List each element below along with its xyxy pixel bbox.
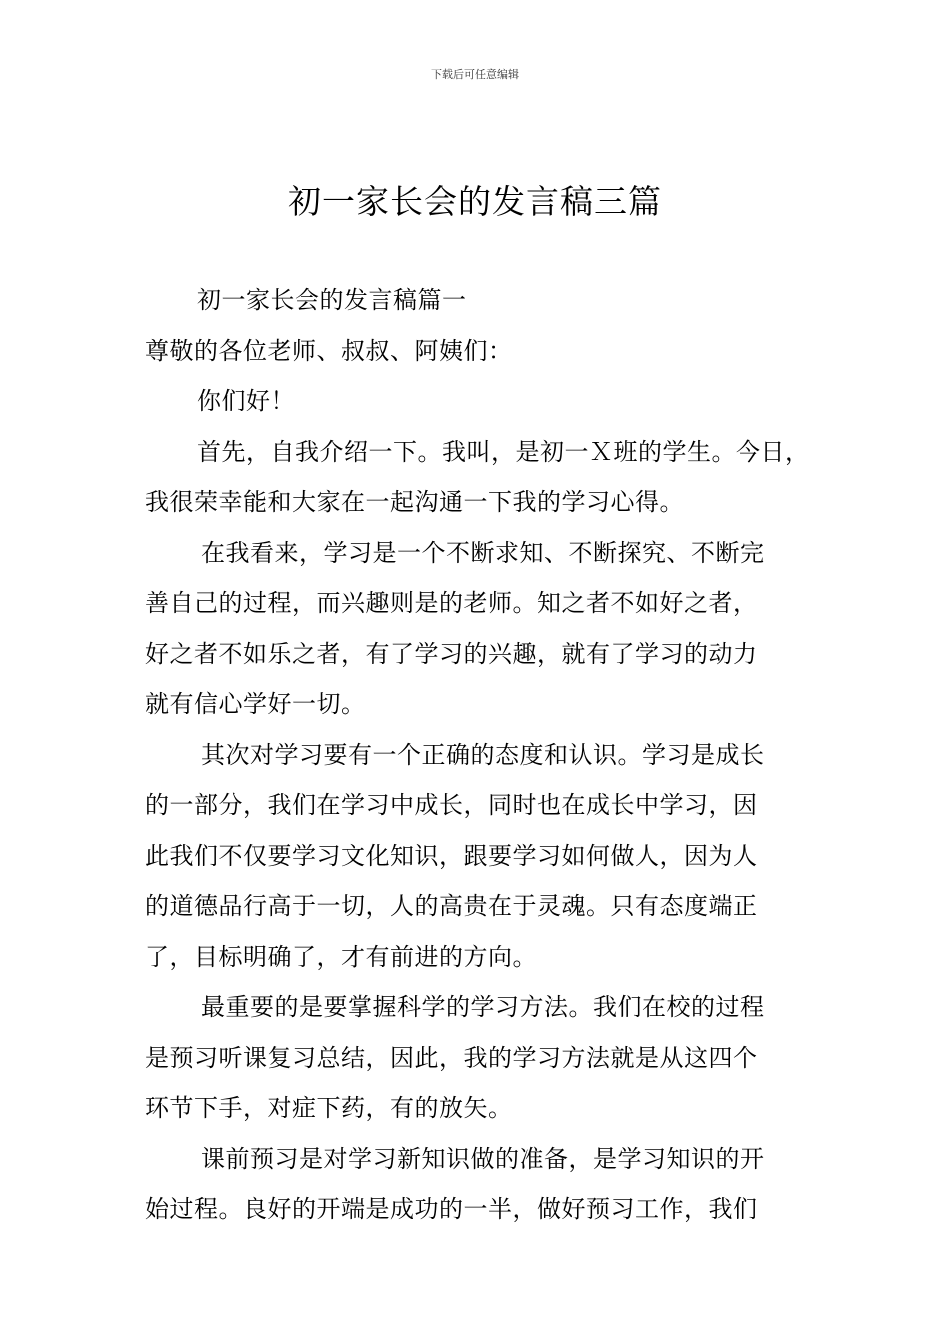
document-title: 初一家长会的发言稿三篇 (288, 182, 662, 221)
document-body (145, 280, 810, 1240)
paragraph-line: 是预习听课复习总结，因此，我的学习方法就是从这四个 (145, 1043, 758, 1072)
paragraph-line: 了，目标明确了，才有前进的方向。 (145, 942, 537, 971)
paragraph-line: 环节下手，对症下药，有的放矢。 (145, 1094, 513, 1122)
paragraph-line: 首先，自我介绍一下。我叫，是初一Ｘ班的学生。今日， (197, 437, 810, 466)
paragraph-line: 最重要的是要掌握科学的学习方法。我们在校的过程 (201, 993, 765, 1021)
section-heading: 初一家长会的发言稿篇一 (197, 286, 467, 314)
paragraph-line: 我很荣幸能和大家在一起沟通一下我的学习心得。 (145, 488, 684, 516)
paragraph-line: 在我看来，学习是一个不断求知、不断探究、不断完 (201, 538, 765, 567)
paragraph-line: 的一部分，我们在学习中成长，同时也在成长中学习，因 (145, 791, 758, 819)
paragraph-line: 的道德品行高于一切，人的高贵在于灵魂。只有态度端正 (145, 892, 758, 920)
paragraph-line: 此我们不仅要学习文化知识，跟要学习如何做人，因为人 (145, 841, 758, 870)
paragraph-line: 课前预习是对学习新知识做的准备，是学习知识的开 (201, 1144, 765, 1173)
paragraph-line: 好之者不如乐之者，有了学习的兴趣，就有了学习的动力 (145, 639, 758, 668)
header-note: 下载后可任意编辑 (431, 68, 519, 81)
paragraph-line: 其次对学习要有一个正确的态度和认识。学习是成长 (201, 740, 765, 769)
salutation: 尊敬的各位老师、叔叔、阿姨们： (145, 336, 513, 365)
paragraph-line: 善自己的过程，而兴趣则是的老师。知之者不如好之者， (145, 589, 758, 617)
paragraph-line: 就有信心学好一切。 (145, 690, 366, 718)
paragraph-line: 始过程。良好的开端是成功的一半，做好预习工作，我们 (145, 1195, 758, 1223)
greeting: 你们好！ (197, 387, 295, 415)
